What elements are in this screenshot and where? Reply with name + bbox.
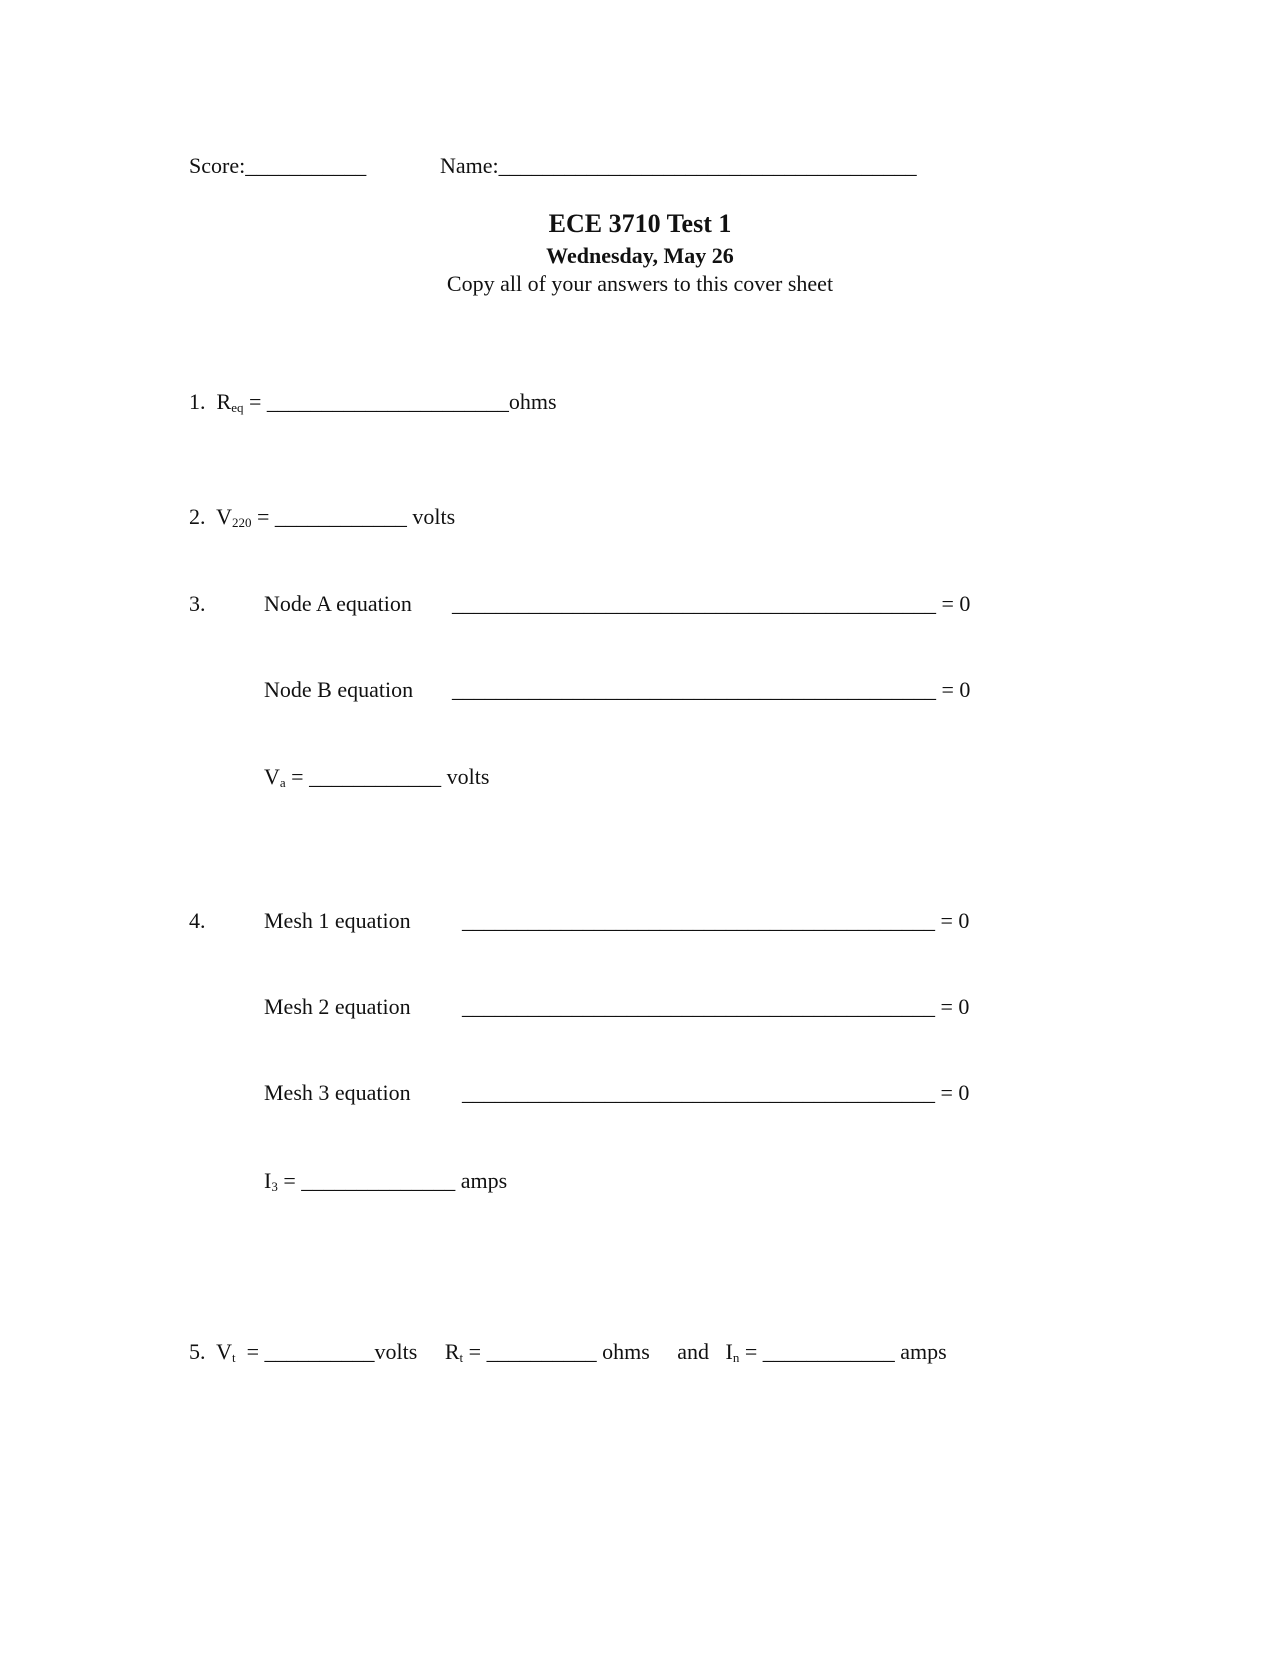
q5-vt-unit: volts: [374, 1339, 418, 1364]
q3-number: 3.: [189, 591, 206, 616]
q2-var: V: [216, 504, 232, 529]
q3-va-unit: volts: [441, 764, 490, 789]
q4-mesh-3-suffix: = 0: [935, 1080, 970, 1105]
q4-mesh-1-label: Mesh 1 equation: [264, 908, 411, 933]
test-title: ECE 3710 Test 1: [548, 209, 732, 238]
q5-vt-blank[interactable]: __________: [264, 1339, 375, 1364]
question-1: [189, 360, 557, 416]
q5-rt-sub: t: [459, 1350, 464, 1365]
score-blank[interactable]: ___________: [245, 153, 367, 178]
q5-number: 5.: [189, 1339, 206, 1364]
q5-rt-var: R: [444, 1339, 460, 1364]
q1-number: 1.: [189, 389, 206, 414]
q4-mesh-2-blank[interactable]: ___________________________________________: [462, 994, 935, 1019]
q1-answer-blank[interactable]: ______________________: [266, 389, 509, 414]
q2-unit: volts: [406, 504, 456, 529]
q5-in-var: I: [725, 1339, 733, 1364]
q1-eq: =: [243, 389, 267, 414]
q5-in-eq: =: [739, 1339, 763, 1364]
test-date: Wednesday, May 26: [546, 243, 734, 268]
q4-mesh-1-answer[interactable]: [462, 907, 969, 935]
question-2: [189, 475, 455, 531]
q5-in-sub: n: [732, 1350, 740, 1365]
q4-mesh-3-blank[interactable]: ___________________________________________: [462, 1080, 935, 1105]
q3-node-b-blank[interactable]: ____________________________________________: [452, 677, 936, 702]
q1-var: R: [216, 389, 232, 414]
q3-node-b-suffix: = 0: [936, 677, 971, 702]
q4-i3-var: I: [264, 1168, 272, 1193]
q3-node-b-label: Node B equation: [264, 677, 414, 702]
q5-vt-var: V: [216, 1339, 232, 1364]
q4-i3-unit: amps: [455, 1168, 508, 1193]
score-field[interactable]: [189, 152, 366, 180]
q2-sub: 220: [232, 515, 252, 530]
q3-va-var: V: [264, 764, 280, 789]
score-label: Score:: [189, 153, 246, 178]
q3-node-a-label: Node A equation: [264, 591, 412, 616]
q2-number: 2.: [189, 504, 206, 529]
q2-answer-blank[interactable]: ____________: [274, 504, 407, 529]
q4-mesh-1-blank[interactable]: ___________________________________________: [462, 908, 935, 933]
q4-i3-eq: =: [277, 1168, 302, 1193]
q3-node-a-answer[interactable]: [452, 590, 970, 618]
q4-mesh-2-label: Mesh 2 equation: [264, 994, 411, 1019]
q5-in-unit: amps: [894, 1339, 947, 1364]
q4-mesh-1-suffix: = 0: [935, 908, 970, 933]
q4-i3: [264, 1167, 507, 1195]
q2-eq: =: [251, 504, 275, 529]
q3-node-a-suffix: = 0: [936, 591, 971, 616]
test-instruction: Copy all of your answers to this cover sheet: [446, 271, 834, 296]
q5-vt-eq: =: [235, 1339, 265, 1364]
q4-i3-blank[interactable]: ______________: [301, 1168, 456, 1193]
name-label: Name:: [440, 153, 499, 178]
q5-vt-sub: t: [232, 1350, 236, 1365]
q4-i3-sub: 3: [271, 1179, 278, 1194]
q4-mesh-2-answer[interactable]: [462, 993, 969, 1021]
q3-va-eq: =: [285, 764, 310, 789]
q4-number: 4.: [189, 908, 206, 933]
name-field[interactable]: [440, 152, 917, 180]
q4-mesh-3-answer[interactable]: [462, 1079, 969, 1107]
q5-rt-eq: =: [463, 1339, 487, 1364]
q4-mesh-2-suffix: = 0: [935, 994, 970, 1019]
name-blank[interactable]: ______________________________________: [498, 153, 917, 178]
q5-rt-unit: ohms: [596, 1339, 650, 1364]
q3-va-sub: a: [279, 775, 286, 790]
question-5: [189, 1310, 947, 1366]
q1-sub: eq: [231, 400, 244, 415]
q3-node-a-blank[interactable]: ____________________________________________: [452, 591, 936, 616]
q5-rt-blank[interactable]: __________: [486, 1339, 597, 1364]
q4-mesh-3-label: Mesh 3 equation: [264, 1080, 411, 1105]
q3-va-blank[interactable]: ____________: [309, 764, 442, 789]
q3-node-b-answer[interactable]: [452, 676, 970, 704]
q3-va: [264, 763, 489, 791]
q5-in-blank[interactable]: ____________: [762, 1339, 895, 1364]
q5-and-text: and: [677, 1339, 710, 1364]
q1-unit: ohms: [508, 389, 557, 414]
